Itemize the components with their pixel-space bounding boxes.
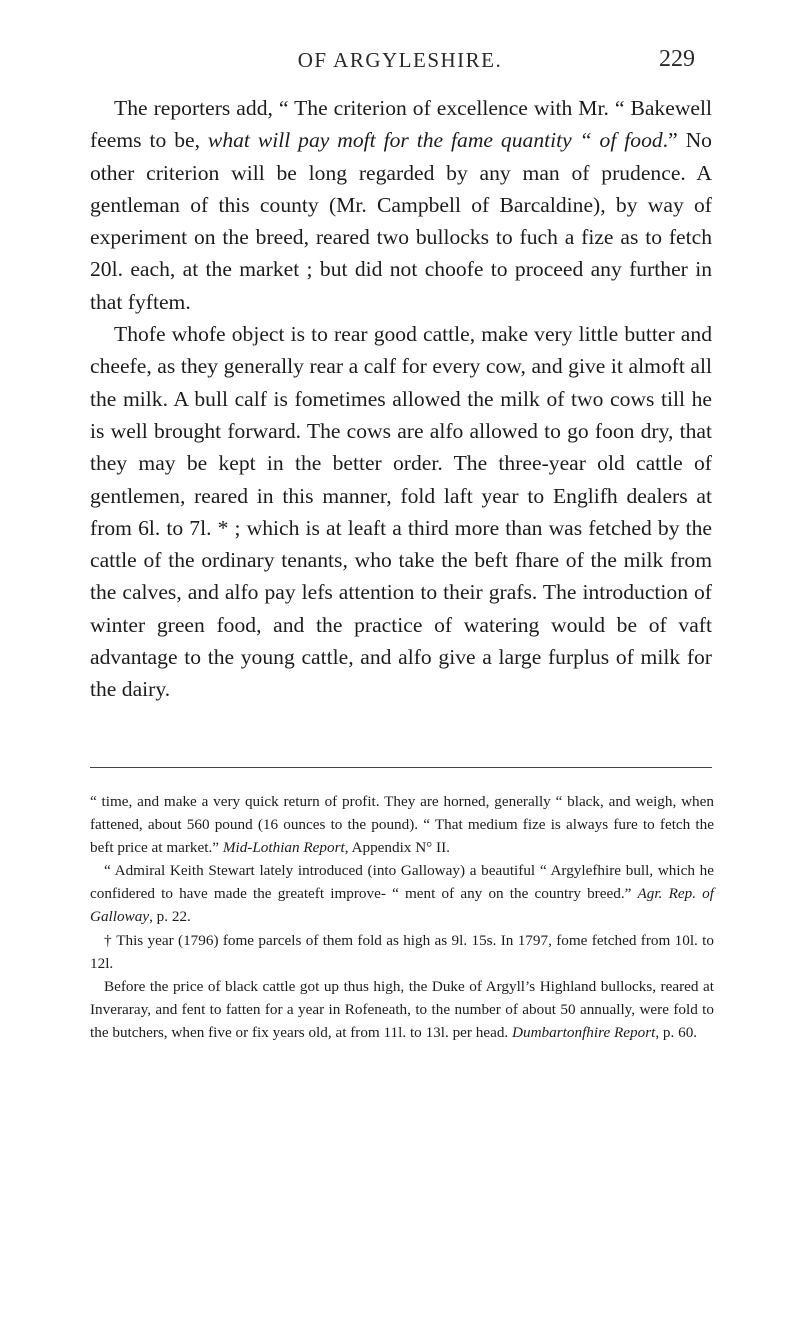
paragraph-text: .” No other criterion will be long regarded by any man of prudence. A gentleman of this county (Mr. Campbell of Barcaldine), by way of experiment on the breed, reared two bullocks to fuch a fize as to fetch 20l. each, at the market ; but did not choofe to proceed any further in that fyftem.	[90, 128, 712, 314]
footnote-divider	[90, 767, 712, 768]
footnote-text: , Appendix N° II.	[344, 839, 450, 857]
running-head	[0, 48, 800, 78]
page-number: 229	[659, 46, 695, 72]
footnote-mid-lothian	[90, 790, 714, 859]
footnote-citation: Agr. Rep. of Galloway	[90, 885, 714, 926]
footnote-dumbarton	[90, 975, 714, 1044]
footnote-text: “ time, and make a very quick return of profit. They are horned, generally “ black, and weigh, when fattened, about 560 pound (16 ounces to the pound). “ That medium fize is always fure to fetch the beft price at market.”	[90, 793, 714, 857]
footnote-text: Before the price of black cattle got up thus high, the Duke of Argyll’s Highland bullocks, reared at Inveraray, and fent to fatten for a year in Rofeneath, to the number of about 50 annually, were fold to the butchers, when five or fix years old, at from 11l. to 13l. per head.	[90, 977, 714, 1041]
footnote-galloway	[90, 859, 714, 928]
running-title: OF ARGYLESHIRE.	[297, 48, 503, 72]
footnote-citation: Mid-Lothian Report	[222, 839, 345, 857]
footnote-text: , p. 60.	[655, 1023, 698, 1041]
footnote-citation: Dumbartonfhire Report	[512, 1023, 656, 1041]
paragraph-rearing: Thofe whofe object is to rear good cattle, make very little butter and cheefe, as they generally rear a calf for every cow, and give it almoft all the milk. A bull calf is fometimes allowed the milk of two cows till he is well brought forward. The cows are alfo allowed to go foon dry, that they may be kept in the better order. The three-year old cattle of gentlemen, reared in this manner, fold laft year to Englifh dealers at from 6l. to 7l. * ; which is at leaft a third more than was fetched by the cattle of the ordinary tenants, who take the beft fhare of the milk from the calves, and alfo pay lefs attention to their grafs. The introduction of winter green food, and the practice of watering would be of vaft advantage to the young cattle, and alfo give a large furplus of milk for the dairy.	[90, 322, 712, 702]
paragraph-reporters	[90, 92, 712, 318]
footnote-text: , p. 22.	[149, 908, 191, 926]
paragraph-text: The reporters add, “ The criterion of excellence with Mr. “ Bakewell feems to be,	[90, 96, 712, 153]
footnote-dagger: † This year (1796) fome parcels of them fold as high as 9l. 15s. In 1797, fome fetched from 10l. to 12l.	[90, 931, 714, 972]
main-text	[90, 92, 712, 706]
italic-quote: what will pay moft for the fame quantity “ of food	[207, 128, 663, 153]
footnotes	[90, 790, 714, 1044]
footnote-text: “ Admiral Keith Stewart lately introduced (into Galloway) a beautiful “ Argylefhire bull, which he confidered to have made the greateft improve- “ ment of any on the country breed.”	[90, 862, 714, 903]
